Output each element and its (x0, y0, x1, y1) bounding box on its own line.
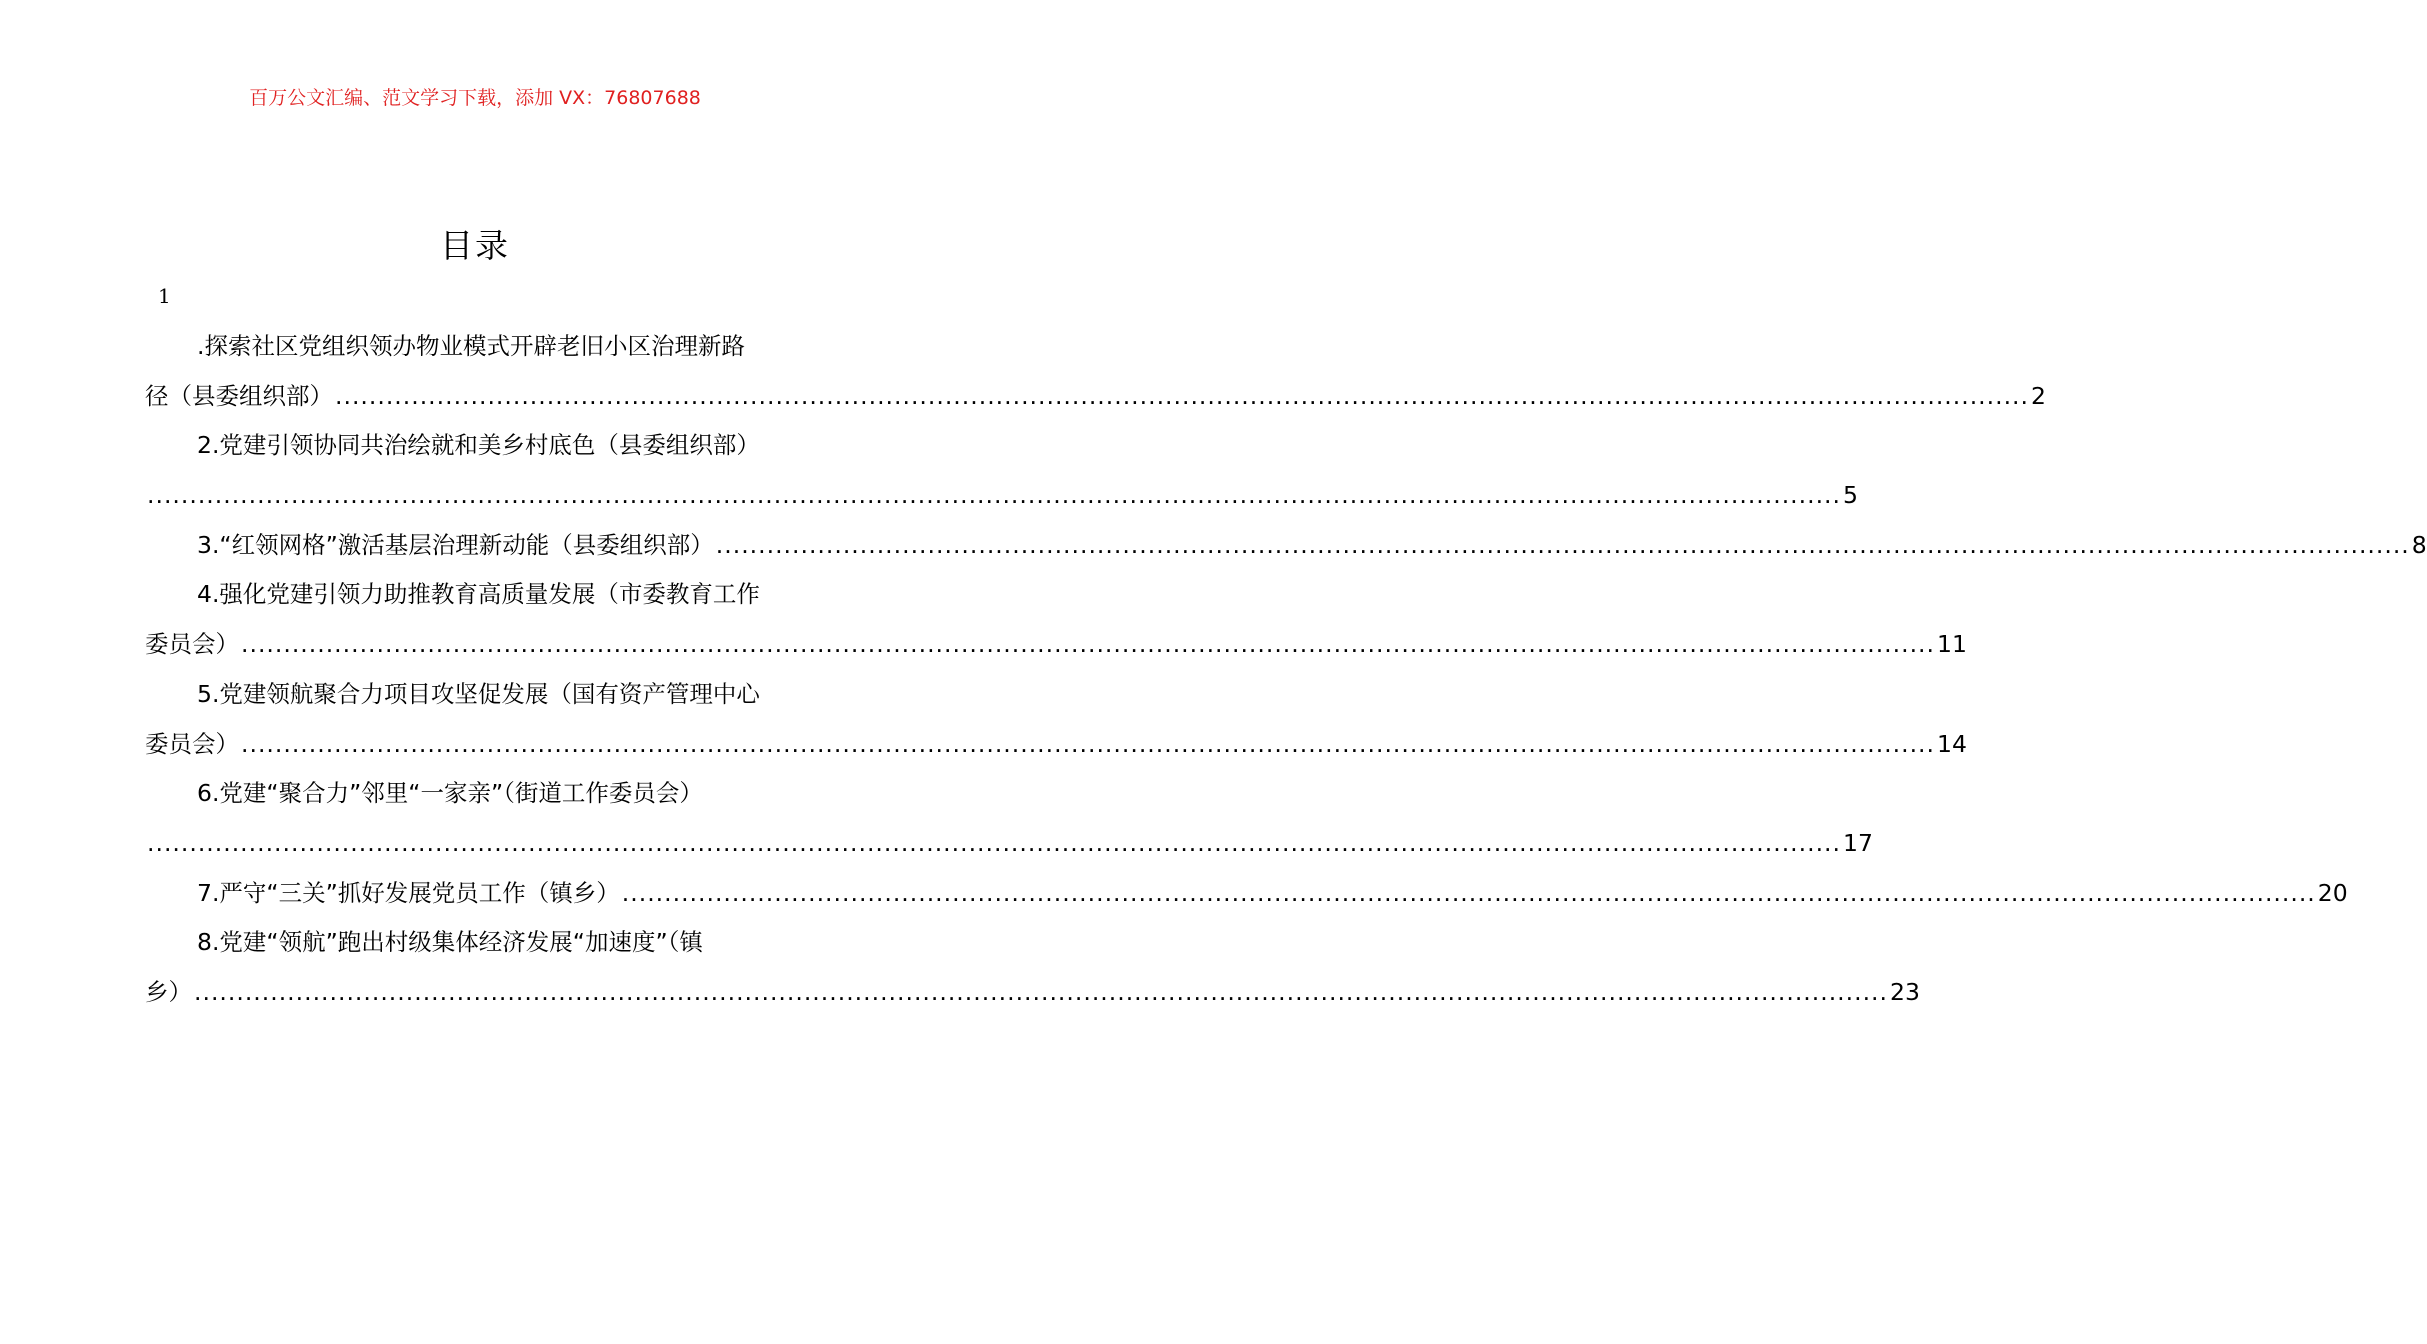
toc-entry-title-cont: 委员会） (145, 729, 239, 758)
toc-entry-title: 2.党建引领协同共治绘就和美乡村底色（县委组织部） (197, 431, 760, 460)
toc-page-number: 23 (1890, 977, 1920, 1006)
toc-leader-dots: ........................................................................................................................................................................................................ (715, 530, 2410, 559)
toc-entry-5[interactable] (145, 670, 1967, 769)
toc-entry-title: 4.强化党建引领力助推教育高质量发展（市委教育工作 (197, 580, 760, 609)
toc-entry-title-cont: 乡） (145, 977, 192, 1006)
toc-page-number: 2 (2031, 381, 2046, 410)
toc-entry-title: 3.“红领网格”激活基层治理新动能（县委组织部） (197, 530, 714, 559)
toc-leader-dots: ........................................................................................................................................................................................................ (335, 381, 2029, 410)
toc-leader-dots: ........................................................................................................................................................................................................ (147, 828, 1841, 857)
toc-leader-dots: ........................................................................................................................................................................................................ (194, 977, 1888, 1006)
toc-entry-title-cont: 委员会） (145, 630, 239, 659)
toc-entry-7[interactable] (145, 869, 2348, 919)
toc-entry-3[interactable] (145, 521, 2427, 571)
toc-entry-title: 5.党建领航聚合力项目攻坚促发展（国有资产管理中心 (197, 679, 760, 708)
toc-entry-title: 7.严守“三关”抓好发展党员工作（镇乡） (197, 878, 620, 907)
toc-entry-1[interactable] (145, 322, 2046, 421)
toc-leader-dots: ........................................................................................................................................................................................................ (241, 729, 1935, 758)
toc-entry-8[interactable] (145, 918, 1920, 1017)
toc-entry-title: 8.党建“领航”跑出村级集体经济发展“加速度”（镇 (197, 928, 703, 957)
toc-page-number: 5 (1843, 481, 1858, 510)
toc-entry-title-cont: 径（县委组织部） (145, 381, 333, 410)
toc-page-number: 8 (2411, 530, 2427, 559)
toc-page-number: 20 (2317, 878, 2348, 907)
toc-entry-2[interactable] (145, 421, 1858, 520)
toc-page-number: 14 (1937, 729, 1967, 758)
toc-leader-dots: ........................................................................................................................................................................................................ (241, 630, 1935, 659)
toc-entry-6[interactable] (145, 769, 1873, 868)
table-of-contents (145, 322, 2427, 1018)
toc-page-number: 17 (1843, 828, 1873, 857)
toc-entry-4[interactable] (145, 570, 1967, 669)
toc-leader-dots: ........................................................................................................................................................................................................ (621, 878, 2316, 907)
page-title: 目录 (440, 226, 510, 265)
section-number: 1 (158, 284, 171, 308)
toc-entry-title: 6.党建“聚合力”邻里“一家亲”（街道工作委员会） (197, 779, 703, 808)
toc-entry-title: .探索社区党组织领办物业模式开辟老旧小区治理新路 (197, 332, 745, 360)
toc-leader-dots: ........................................................................................................................................................................................................ (147, 481, 1841, 510)
watermark-header: 百万公文汇编、范文学习下载，添加 VX：76807688 (249, 87, 701, 109)
toc-page-number: 11 (1937, 630, 1967, 659)
